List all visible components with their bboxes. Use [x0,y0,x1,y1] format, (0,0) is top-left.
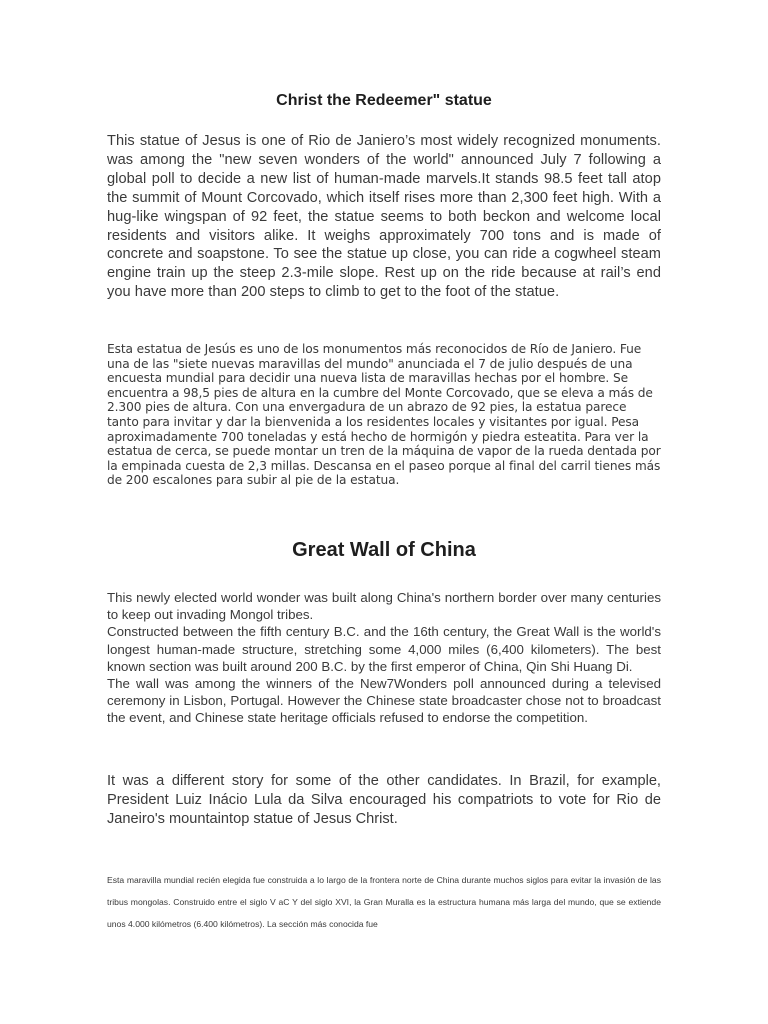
paragraph-christ-redeemer-spanish: Esta estatua de Jesús es uno de los monumentos más reconocidos de Río de Janiero. Fue una de las "siete nuevas maravillas del mundo" anunciada el 7 de julio después de una encuesta mundial para decidir una nueva lista de maravillas hechas por el hombre. Se encuentra a 98,5 pies de altura en la cumbre del Monte Corcovado, que se eleva a más de 2.300 pies de altura. Con una envergadura de un abrazo de 92 pies, la estatua parece tanto para invitar y dar la bienvenida a los residentes locales y visitantes por igual. Pesa aproximadamente 700 toneladas y está hecho de hormigón y piedra esteatita. Para ver la estatua de cerca, se puede montar un tren de la máquina de vapor de la rueda dentada por la empinada cuesta de 2,3 millas. Descansa en el paseo porque al final del carril tienes más de 200 escalones para subir al pie de la estatua. [107,342,661,488]
paragraph-great-wall-spanish: Esta maravilla mundial recién elegida fue construida a lo largo de la frontera norte de China durante muchos siglos para evitar la invasión de las tribus mongolas. Construido entre el siglo V aC Y del siglo XVI, la Gran Muralla es la estructura humana más larga del mundo, que se extiende unos 4.000 kilómetros (6.400 kilómetros). La sección más conocida fue [107,875,661,929]
section-title-great-wall-of-china: Great Wall of China [292,539,476,561]
paragraph-christ-redeemer-english: This statue of Jesus is one of Rio de Janiero’s most widely recognized monuments. was among the "new seven wonders of the world" announced July 7 following a global poll to decide a new list of human-made marvels.It stands 98.5 feet tall atop the summit of Mount Corcovado, which itself rises more than 2,300 feet high. With a hug-like wingspan of 92 feet, the statue seems to both beckon and welcome local residents and visitors alike. It weighs approximately 700 tons and is made of concrete and soapstone. To see the statue up close, you can ride a cogwheel steam engine train up the steep 2.3-mile slope. Rest up on the ride because at rail’s end you have more than 200 steps to climb to get to the foot of the statue. [107,133,661,301]
paragraph-great-wall-english-extra: It was a different story for some of the other candidates. In Brazil, for example, President Luiz Inácio Lula da Silva encouraged his compatriots to vote for Rio de Janeiro's mountaintop statue of Jesus Christ. [107,773,661,827]
great-wall-english-line-3: The wall was among the winners of the New7Wonders poll announced during a televised ceremony in Lisbon, Portugal. However the Chinese state broadcaster chose not to broadcast the event, and Chinese state heritage officials refused to endorse the competition. [107,676,661,726]
great-wall-english-line-1: This newly elected world wonder was built along China's northern border over many centuries to keep out invading Mongol tribes. [107,590,661,623]
great-wall-english-line-2: Constructed between the fifth century B.C. and the 16th century, the Great Wall is the world's longest human-made structure, stretching some 4,000 miles (6,400 kilometers). The best known section was built around 200 B.C. by the first emperor of China, Qin Shi Huang Di. [107,624,661,674]
paragraph-great-wall-english [107,589,661,727]
section-title-christ-the-redeemer: Christ the Redeemer" statue [276,92,492,109]
